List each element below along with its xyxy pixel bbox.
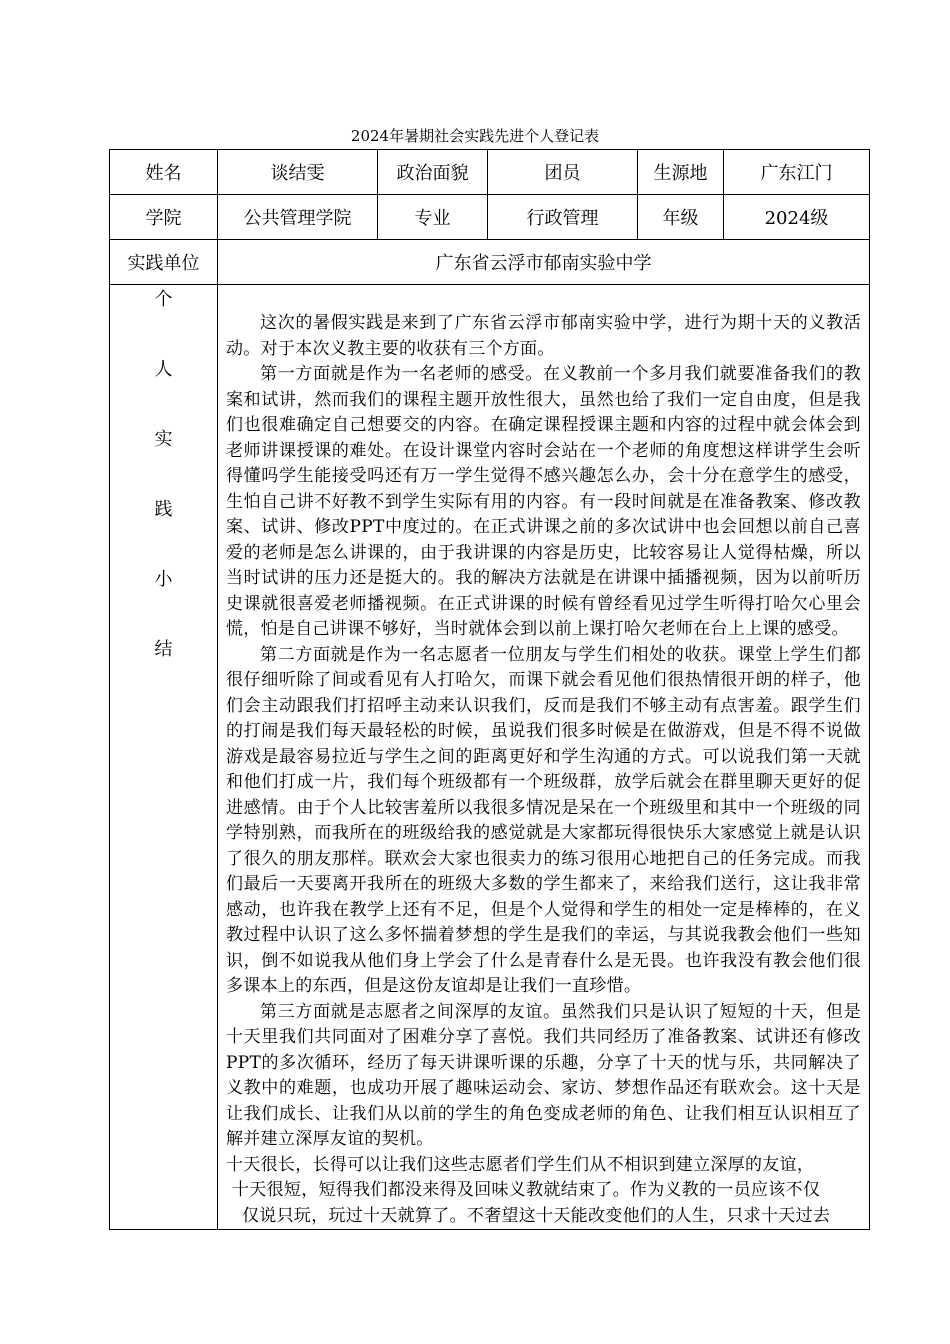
summary-content-cell [218,285,870,1230]
summary-text [218,285,869,1229]
name-label: 姓名 [110,150,218,195]
college-label: 学院 [110,195,218,240]
name-value: 谈结雯 [218,150,378,195]
summary-paragraph: 第三方面就是志愿者之间深厚的友谊。虽然我们只是认识了短短的十天，但是十天里我们共同面对了困难分享了喜悦。我们共同经历了准备教案、试讲还有修改PPT的多次循环，经历了每天讲课听课的乐趣，分享了十天的忧与乐，共同解决了义教中的难题，也成功开展了趣味运动会、家访、梦想作品还有联欢会。这十天是让我们成长、让我们从以前的学生的角色变成老师的角色、让我们相互认识相互了解并建立深厚友谊的契机。 [226,1001,861,1149]
form-row-academic-info [110,195,870,240]
summary-tail-line: 仅说只玩，玩过十天就算了。不奢望这十天能改变他们的人生，只求十天过去 [242,1205,831,1226]
summary-label-char: 个 [154,289,173,310]
summary-vertical-label [110,285,217,709]
major-label: 专业 [378,195,488,240]
origin-label: 生源地 [638,150,724,195]
form-row-summary [110,285,870,1230]
grade-label: 年级 [638,195,724,240]
practice-unit-label: 实践单位 [110,240,218,285]
summary-paragraph: 第一方面就是作为一名老师的感受。在义教前一个多月我们就要准备我们的教案和试讲，然而我们的课程主题开放性很大，虽然也给了我们一定自由度，但是我们也很难确定自己想要交的内容。在确定课程授课主题和内容的过程中就会体会到老师讲课授课的难处。在设计课堂内容时会站在一个老师的角度想这样讲学生会听得懂吗学生能接受吗还有万一学生觉得不感兴趣怎么办，会十分在意学生的感受，生怕自己讲不好教不到学生实际有用的内容。有一段时间就是在准备教案、修改教案、试讲、修改PPT中度过的。在正式讲课之前的多次试讲中也会回想以前自己喜爱的老师是怎么讲课的，由于我讲课的内容是历史，比较容易让人觉得枯燥，所以当时试讲的压力还是挺大的。我的解决方法就是在讲课中插播视频，因为以前听历史课就很喜爱老师播视频。在正式讲课的时候有曾经看见过学生听得打哈欠心里会慌，怕是自己讲课不够好，当时就体会到以前上课打哈欠老师在台上上课的感受。 [226,364,861,639]
registration-form [109,149,870,1230]
form-row-basic-info [110,150,870,195]
major-value: 行政管理 [488,195,638,240]
summary-tail-line: 十天很短，短得我们都没来得及回味义教就结束了。作为义教的一员应该不仅 [232,1180,821,1200]
form-title: 2024年暑期社会实践先进个人登记表 [350,127,600,145]
origin-value: 广东江门 [724,150,870,195]
college-value: 公共管理学院 [218,195,378,240]
political-status-label: 政治面貌 [378,150,488,195]
summary-label-char: 结 [154,639,173,660]
summary-label-char: 人 [154,359,173,380]
political-status-value: 团员 [488,150,638,195]
practice-unit-value: 广东省云浮市郁南实验中学 [218,240,870,285]
summary-paragraph: 第二方面就是作为一名志愿者一位朋友与学生们相处的收获。课堂上学生们都很仔细听除了间或看见有人打哈欠，而课下就会看见他们很热情很开朗的样子，他们会主动跟我们打招呼主动来认识我们，反而是我们不够主动有点害羞。跟学生们的打闹是我们每天最轻松的时候，虽说我们很多时候是在做游戏，但是不得不说做游戏是最容易拉近与学生之间的距离更好和学生沟通的方式。可以说我们第一天就和他们打成一片，我们每个班级都有一个班级群，放学后就会在群里聊天更好的促进感情。由于个人比较害羞所以我很多情况是呆在一个班级里和其中一个班级的同学特别熟，而我所在的班级给我的感觉就是大家都玩得很快乐大家感觉上就是认识了很久的朋友那样。联欢会大家也很卖力的练习很用心地把自己的任务完成。而我们最后一天要离开我所在的班级大多数的学生都来了，来给我们送行，这让我非常感动，也许我在教学上还有不足，但是个人觉得和学生的相处一定是棒棒的，在义教过程中认识了这么多怀揣着梦想的学生是我们的幸运，与其说我教会他们一些知识，倒不如说我从他们身上学会了什么是青春什么是无畏。也许我没有教会他们很多课本上的东西，但是这份友谊却是让我们一直珍惜。 [226,644,861,996]
summary-label-char: 践 [154,499,173,520]
grade-value: 2024级 [724,195,870,240]
summary-label-char: 小 [154,569,173,590]
summary-label-char: 实 [154,429,173,450]
form-row-practice-unit [110,240,870,285]
summary-label-cell [110,285,218,1230]
summary-tail-line: 十天很长，长得可以让我们这些志愿者们学生们从不相识到建立深厚的友谊， [226,1154,815,1175]
summary-paragraph: 这次的暑假实践是来到了广东省云浮市郁南实验中学，进行为期十天的义教活动。对于本次义教主要的收获有三个方面。 [226,313,861,359]
